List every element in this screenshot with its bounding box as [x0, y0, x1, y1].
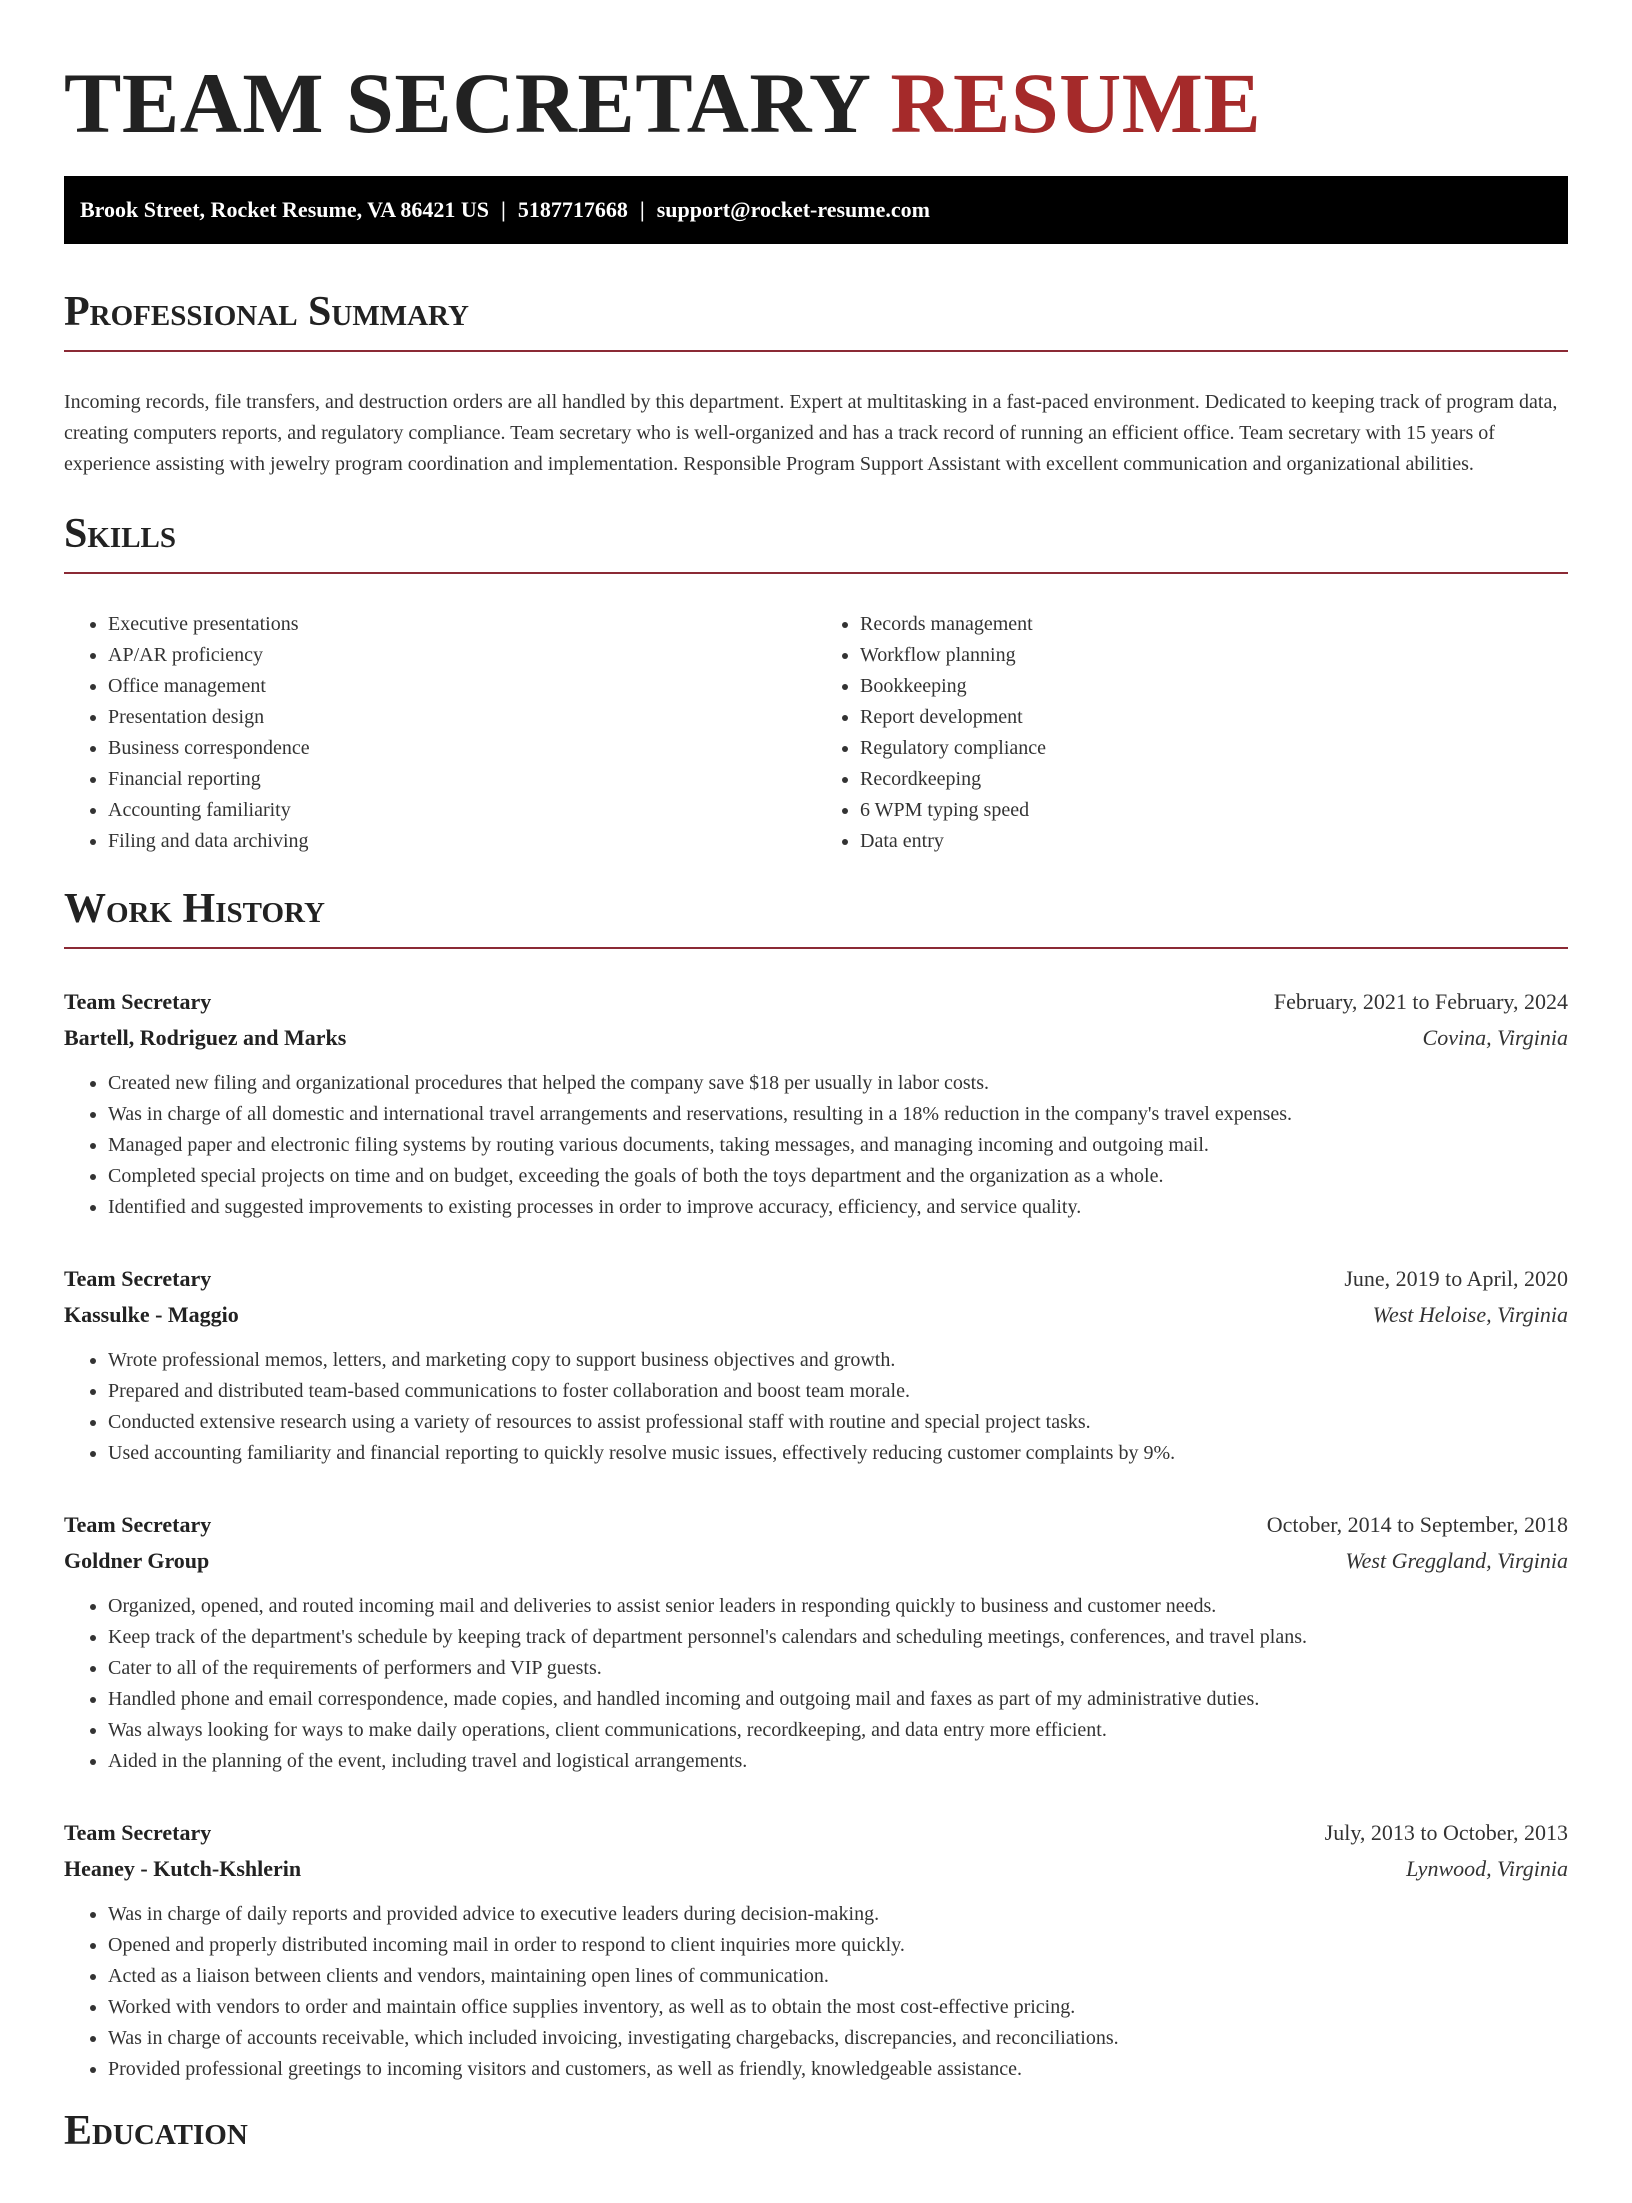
skill-item: • Recordkeeping [860, 764, 1568, 795]
duty-item: • Handled phone and email correspondence, made copies, and handled incoming and outgoing mail and faxes as part of my administrative duties. [108, 1684, 1568, 1715]
job-header-row [64, 984, 1568, 1020]
job-dates: June, 2019 to April, 2020 [1344, 1265, 1568, 1291]
job-entry [64, 1507, 1568, 1777]
job-dates: July, 2013 to October, 2013 [1324, 1819, 1568, 1845]
skill-item: • Regulatory compliance [860, 733, 1568, 764]
title-main: TEAM SECRETARY [64, 55, 869, 151]
skill-item: • Presentation design [108, 702, 816, 733]
page-title [64, 55, 1568, 151]
education-heading: Education [64, 2107, 248, 2154]
job-location: West Heloise, Virginia [1372, 1301, 1568, 1327]
duty-item: • Keep track of the department's schedule by keeping track of department personnel's calendars and scheduling meetings, conferences, and travel plans. [108, 1622, 1568, 1653]
duty-item: • Cater to all of the requirements of performers and VIP guests. [108, 1653, 1568, 1684]
duty-item: • Was in charge of all domestic and international travel arrangements and reservations, resulting in a 18% reduction in the company's travel expenses. [108, 1099, 1568, 1130]
job-company: Bartell, Rodriguez and Marks [64, 1024, 347, 1050]
duty-item: • Prepared and distributed team-based communications to foster collaboration and boost team morale. [108, 1376, 1568, 1407]
duty-item: • Opened and properly distributed incoming mail in order to respond to client inquiries more quickly. [108, 1930, 1568, 1961]
job-title: Team Secretary [64, 1511, 212, 1537]
job-company-row [64, 1543, 1568, 1579]
duty-item: • Was in charge of daily reports and provided advice to executive leaders during decision-making. [108, 1899, 1568, 1930]
skill-item: • Bookkeeping [860, 671, 1568, 702]
skill-item: • AP/AR proficiency [108, 640, 816, 671]
job-title: Team Secretary [64, 1819, 212, 1845]
skill-item: • Office management [108, 671, 816, 702]
skill-item: • Executive presentations [108, 609, 816, 640]
duty-item: • Completed special projects on time and on budget, exceeding the goals of both the toys department and the organization as a whole. [108, 1161, 1568, 1192]
work-history-heading: Work History [64, 885, 1568, 949]
duty-item: • Provided professional greetings to incoming visitors and customers, as well as friendly, knowledgeable assistance. [108, 2054, 1568, 2085]
contact-bar [64, 176, 1568, 244]
job-company-row [64, 1851, 1568, 1887]
duty-item: • Acted as a liaison between clients and vendors, maintaining open lines of communication. [108, 1961, 1568, 1992]
job-entry [64, 1815, 1568, 2085]
skills-heading: Skills [64, 510, 1568, 574]
skill-item: • Data entry [860, 826, 1568, 857]
job-entry [64, 1261, 1568, 1469]
skills-grid [64, 609, 1568, 857]
job-header-row [64, 1507, 1568, 1543]
duty-item: • Used accounting familiarity and financial reporting to quickly resolve music issues, effectively reducing customer complaints by 9%. [108, 1438, 1568, 1469]
job-header-row [64, 1261, 1568, 1297]
job-duties [64, 1345, 1568, 1469]
job-location: West Greggland, Virginia [1345, 1547, 1568, 1573]
skill-item: • Records management [860, 609, 1568, 640]
job-dates: October, 2014 to September, 2018 [1266, 1511, 1568, 1537]
title-accent: RESUME [890, 55, 1262, 151]
job-company: Kassulke - Maggio [64, 1301, 239, 1327]
summary-heading: Professional Summary [64, 288, 1568, 352]
job-company-row [64, 1020, 1568, 1056]
job-dates: February, 2021 to February, 2024 [1273, 988, 1568, 1014]
resume-page [64, 0, 1568, 2203]
job-title: Team Secretary [64, 988, 212, 1014]
job-company: Goldner Group [64, 1547, 210, 1573]
contact-separator: | [501, 197, 506, 222]
duty-item: • Conducted extensive research using a variety of resources to assist professional staff with routine and special project tasks. [108, 1407, 1568, 1438]
duty-item: • Identified and suggested improvements to existing processes in order to improve accuracy, efficiency, and service quality. [108, 1192, 1568, 1223]
contact-phone: 5187717668 [517, 197, 628, 222]
duty-item: • Worked with vendors to order and maintain office supplies inventory, as well as to obtain the most cost-effective pricing. [108, 1992, 1568, 2023]
contact-separator: | [639, 197, 645, 222]
skill-item: • Workflow planning [860, 640, 1568, 671]
job-company-row [64, 1297, 1568, 1333]
summary-text: Incoming records, file transfers, and destruction orders are all handled by this department. Expert at multitasking in a fast-paced environment. Dedicated to keeping track of program data, creating computers reports, and regulatory compliance. Team secretary who is well-organized and has a track record of running an efficient office. Team secretary with 15 years of experience assisting with jewelry program coordination and implementation. Responsible Program Support Assistant with excellent communication and organizational abilities. [64, 390, 1558, 475]
skill-item: • 6 WPM typing speed [860, 795, 1568, 826]
duty-item: • Wrote professional memos, letters, and marketing copy to support business objectives and growth. [108, 1345, 1568, 1376]
skill-item: • Filing and data archiving [108, 826, 816, 857]
duty-item: • Was in charge of accounts receivable, which included invoicing, investigating chargebacks, discrepancies, and reconciliations. [108, 2023, 1568, 2054]
skills-list-left [64, 609, 816, 857]
duty-item: • Created new filing and organizational procedures that helped the company save $18 per usually in labor costs. [108, 1068, 1568, 1099]
job-header-row [64, 1815, 1568, 1851]
duty-item: • Aided in the planning of the event, including travel and logistical arrangements. [108, 1746, 1568, 1777]
contact-email: support@rocket-resume.com [656, 197, 930, 222]
job-duties [64, 1068, 1568, 1223]
job-entry [64, 984, 1568, 1223]
duty-item: • Was always looking for ways to make daily operations, client communications, recordkeeping, and data entry more efficient. [108, 1715, 1568, 1746]
job-title: Team Secretary [64, 1265, 212, 1291]
duty-item: • Organized, opened, and routed incoming mail and deliveries to assist senior leaders in responding quickly to business and customer needs. [108, 1591, 1568, 1622]
contact-address: Brook Street, Rocket Resume, VA 86421 US [80, 197, 490, 222]
skill-item: • Business correspondence [108, 733, 816, 764]
job-company: Heaney - Kutch-Kshlerin [64, 1855, 302, 1881]
skill-item: • Financial reporting [108, 764, 816, 795]
duty-item: • Managed paper and electronic filing systems by routing various documents, taking messages, and managing incoming and outgoing mail. [108, 1130, 1568, 1161]
skill-item: • Report development [860, 702, 1568, 733]
job-location: Lynwood, Virginia [1406, 1855, 1568, 1881]
job-duties [64, 1591, 1568, 1777]
skills-list-right [816, 609, 1568, 857]
skill-item: • Accounting familiarity [108, 795, 816, 826]
job-duties [64, 1899, 1568, 2085]
job-location: Covina, Virginia [1422, 1024, 1568, 1050]
